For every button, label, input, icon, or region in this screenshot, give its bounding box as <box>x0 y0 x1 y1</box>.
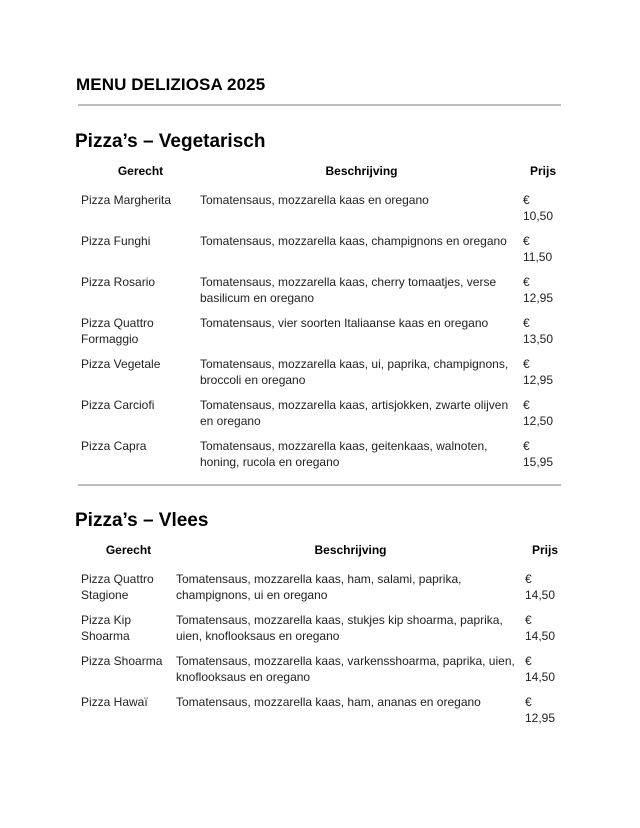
menu-item-row <box>81 274 563 315</box>
price-value: 11,50 <box>523 250 553 264</box>
price-value: 12,50 <box>523 414 554 428</box>
menu-table-vegetarian <box>81 164 563 479</box>
section-heading-vegetarian: Pizza’s – Vegetarisch <box>75 131 266 152</box>
price-value: 10,50 <box>523 209 554 223</box>
price-value: 14,50 <box>525 588 556 602</box>
price-value: 14,50 <box>525 629 556 643</box>
dish-name: Pizza Funghi <box>81 234 151 248</box>
price-value: 15,95 <box>523 455 554 469</box>
column-header-price: Prijs <box>531 543 558 557</box>
dish-name: Pizza Hawaï <box>81 695 148 709</box>
dish-description: Tomatensaus, mozzarella kaas, ham, salami, paprika, champignons, ui en oregano <box>176 572 462 602</box>
menu-table-meat <box>81 543 565 735</box>
column-header-price: Prijs <box>529 164 556 178</box>
dish-price <box>523 356 563 397</box>
dish-description: Tomatensaus, mozzarella kaas, ham, ananas en oregano <box>176 695 481 709</box>
dish-name: Pizza Carciofi <box>81 398 155 412</box>
dish-price <box>523 397 563 438</box>
currency-symbol: € <box>523 357 530 371</box>
divider <box>78 104 561 106</box>
price-value: 12,95 <box>523 291 554 305</box>
dish-price <box>525 694 565 735</box>
currency-symbol: € <box>525 613 532 627</box>
currency-symbol: € <box>523 193 530 207</box>
dish-name: Pizza Quattro Formaggio <box>81 316 154 346</box>
price-value: 12,95 <box>525 711 556 725</box>
dish-name: Pizza Capra <box>81 439 147 453</box>
price-value: 13,50 <box>523 332 554 346</box>
column-header-description: Beschrijving <box>314 543 387 557</box>
dish-description: Tomatensaus, mozzarella kaas, champignons en oregano <box>200 234 507 248</box>
dish-price <box>525 571 565 612</box>
dish-description: Tomatensaus, vier soorten Italiaanse kaas en oregano <box>200 316 489 330</box>
currency-symbol: € <box>523 234 530 248</box>
currency-symbol: € <box>523 275 530 289</box>
dish-description: Tomatensaus, mozzarella kaas, stukjes kip shoarma, paprika, uien, knoflooksaus en oregano <box>176 613 503 643</box>
dish-description: Tomatensaus, mozzarella kaas, geitenkaas, walnoten, honing, rucola en oregano <box>200 439 488 469</box>
dish-description: Tomatensaus, mozzarella kaas, ui, paprika, champignons, broccoli en oregano <box>200 357 509 387</box>
price-value: 12,95 <box>523 373 554 387</box>
menu-item-row <box>81 653 565 694</box>
dish-price <box>523 438 563 479</box>
dish-price <box>523 192 563 233</box>
dish-description: Tomatensaus, mozzarella kaas, artisjokken, zwarte olijven en oregano <box>200 398 509 428</box>
table-header-row <box>81 164 563 192</box>
divider <box>78 484 561 486</box>
menu-item-row <box>81 612 565 653</box>
currency-symbol: € <box>525 695 532 709</box>
menu-item-row <box>81 356 563 397</box>
dish-name: Pizza Quattro Stagione <box>81 572 154 602</box>
table-header-row <box>81 543 565 571</box>
currency-symbol: € <box>523 398 530 412</box>
dish-description: Tomatensaus, mozzarella kaas en oregano <box>200 193 429 207</box>
menu-item-row <box>81 315 563 356</box>
document-title: MENU DELIZIOSA 2025 <box>76 75 266 94</box>
dish-price <box>523 274 563 315</box>
dish-name: Pizza Kip Shoarma <box>81 613 132 643</box>
menu-item-row <box>81 233 563 274</box>
menu-item-row <box>81 438 563 479</box>
dish-description: Tomatensaus, mozzarella kaas, cherry tomaatjes, verse basilicum en oregano <box>200 275 497 305</box>
currency-symbol: € <box>525 572 532 586</box>
menu-item-row <box>81 192 563 233</box>
currency-symbol: € <box>523 316 530 330</box>
dish-name: Pizza Margherita <box>81 193 172 207</box>
menu-item-row <box>81 694 565 735</box>
dish-name: Pizza Vegetale <box>81 357 161 371</box>
section-heading-meat: Pizza’s – Vlees <box>75 510 209 531</box>
currency-symbol: € <box>525 654 532 668</box>
dish-price <box>525 612 565 653</box>
dish-description: Tomatensaus, mozzarella kaas, varkensshoarma, paprika, uien, knoflooksaus en oregano <box>176 654 515 684</box>
column-header-dish: Gerecht <box>117 164 164 178</box>
dish-name: Pizza Rosario <box>81 275 156 289</box>
menu-item-row <box>81 571 565 612</box>
column-header-description: Beschrijving <box>325 164 398 178</box>
dish-price <box>523 315 563 356</box>
price-value: 14,50 <box>525 670 556 684</box>
menu-item-row <box>81 397 563 438</box>
dish-name: Pizza Shoarma <box>81 654 163 668</box>
dish-price <box>525 653 565 694</box>
column-header-dish: Gerecht <box>105 543 152 557</box>
dish-price <box>523 233 563 274</box>
currency-symbol: € <box>523 439 530 453</box>
